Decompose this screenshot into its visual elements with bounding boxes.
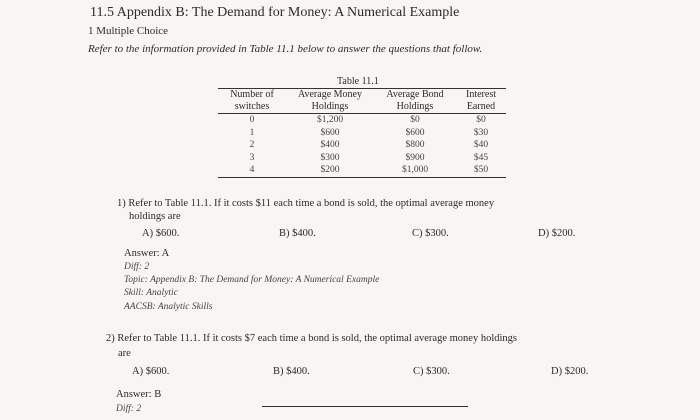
table-cell: $200 (286, 164, 374, 177)
table-cell: $900 (405, 152, 425, 163)
table-cell: $45 (473, 152, 489, 163)
table-cell: 2 (249, 140, 255, 150)
q1-option-b: B) $400. (279, 228, 316, 239)
q1-option-d: D) $200. (538, 228, 576, 239)
col-header: Interest (456, 89, 506, 102)
table-cell: $600 (405, 127, 425, 138)
question-2-text: 2) Refer to Table 11.1. If it costs $7 each time a bond is sold, the optimal average money holdings (106, 333, 518, 344)
table-cell: $30 (473, 127, 489, 138)
q1-difficulty: Diff: 2 (124, 262, 150, 272)
q2-option-c: C) $300. (413, 366, 450, 377)
section-title: 11.5 Appendix B: The Demand for Money: A Numerical Example (90, 5, 460, 20)
table-cell: $1,000 (374, 164, 456, 177)
col-header: Holdings (374, 101, 456, 114)
table-cell: 1 (249, 127, 255, 138)
divider-line (262, 406, 468, 407)
table-cell: $0 (476, 115, 486, 125)
table-cell: 0 (249, 115, 255, 125)
table-row (218, 127, 506, 140)
q1-skill: Skill: Analytic (124, 288, 178, 298)
table-row (218, 114, 506, 127)
table-cell: $50 (456, 164, 506, 177)
table-cell: $1,200 (316, 115, 344, 125)
table-cell: $800 (405, 140, 425, 150)
table-cell: $400 (320, 140, 340, 150)
table-caption: Table 11.1 (337, 76, 379, 87)
q1-answer: Answer: A (124, 248, 170, 259)
table-row (218, 152, 506, 165)
col-header: Earned (456, 101, 506, 114)
q1-aacsb: AACSB: Analytic Skills (124, 302, 213, 312)
table-cell: 3 (249, 152, 255, 163)
table-row (218, 139, 506, 152)
q1-topic: Topic: Appendix B: The Demand for Money: A Numerical Example (124, 275, 380, 285)
col-header: Average Bond (374, 89, 456, 102)
section-subhead: 1 Multiple Choice (88, 25, 169, 37)
q2-option-b: B) $400. (273, 366, 310, 377)
table-cell: $40 (473, 140, 489, 150)
col-header: Number of (218, 89, 286, 102)
question-2-text-cont: are (118, 348, 131, 359)
q2-difficulty: Diff: 2 (116, 404, 142, 414)
table-cell: $600 (320, 127, 340, 138)
table-cell: $0 (410, 115, 420, 125)
question-1-text-cont: holdings are (129, 211, 181, 222)
q1-option-c: C) $300. (412, 228, 449, 239)
col-header: Holdings (286, 101, 374, 114)
q2-option-d: D) $200. (551, 366, 589, 377)
q1-option-a: A) $600. (142, 228, 180, 239)
question-1-text: 1) Refer to Table 11.1. If it costs $11 each time a bond is sold, the optimal average money (117, 198, 495, 209)
instructions: Refer to the information provided in Table 11.1 below to answer the questions that follow. (88, 43, 483, 55)
col-header: switches (218, 101, 286, 114)
table-11-1 (218, 88, 506, 178)
table-cell: 4 (218, 164, 286, 177)
col-header: Average Money (286, 89, 374, 102)
q2-option-a: A) $600. (132, 366, 170, 377)
q2-answer: Answer: B (116, 389, 162, 400)
table-cell: $300 (320, 152, 340, 163)
table-row (218, 164, 506, 177)
